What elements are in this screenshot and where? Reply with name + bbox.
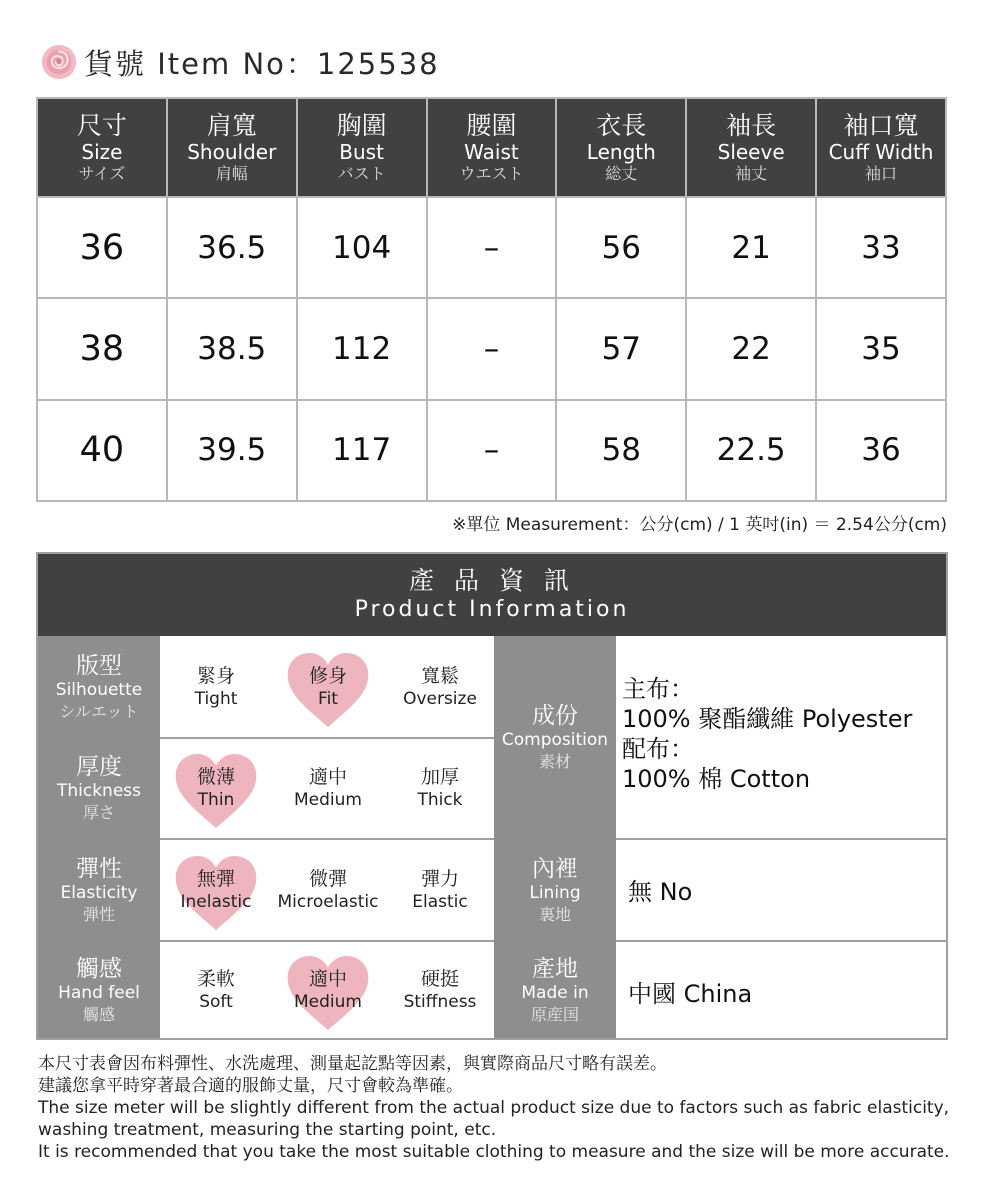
option-inelastic-selected: 無彈 Inelastic bbox=[160, 840, 272, 940]
composition-line: 100% 棉 Cotton bbox=[622, 765, 811, 793]
table-cell: – bbox=[427, 298, 557, 399]
col-header-sleeve: 袖長 Sleeve 袖丈 bbox=[686, 98, 816, 197]
label-lining: 內裡 Lining 裏地 bbox=[494, 838, 616, 942]
col-header-size: 尺寸 Size サイズ bbox=[37, 98, 167, 197]
rose-icon bbox=[40, 43, 78, 81]
item-title: 貨號 Item No：125538 bbox=[84, 46, 440, 81]
product-info-title-en: Product Information bbox=[354, 597, 630, 622]
options-elasticity bbox=[160, 840, 494, 940]
divider bbox=[160, 737, 494, 739]
table-row bbox=[37, 298, 946, 399]
option-soft: 柔軟 Soft bbox=[196, 967, 235, 1012]
item-header bbox=[40, 40, 440, 84]
table-cell: 117 bbox=[297, 400, 427, 501]
table-cell: 33 bbox=[816, 197, 946, 298]
table-cell: 21 bbox=[686, 197, 816, 298]
label-composition: 成份 Composition 素材 bbox=[494, 636, 616, 838]
table-cell: 36 bbox=[816, 400, 946, 501]
col-header-length: 衣長 Length 総丈 bbox=[556, 98, 686, 197]
col-header-cuff-width: 袖口寬 Cuff Width 袖口 bbox=[816, 98, 946, 197]
option-oversize: 寬鬆 Oversize bbox=[403, 664, 477, 709]
table-cell: 38 bbox=[37, 298, 167, 399]
lining-value: 無 No bbox=[628, 878, 693, 906]
composition-value bbox=[622, 674, 912, 794]
option-stiffness: 硬挺 Stiffness bbox=[403, 967, 477, 1012]
label-made-in: 產地 Made in 原産国 bbox=[494, 942, 616, 1038]
note-line: 建議您拿平時穿著最合適的服飾丈量，尺寸會較為準確。 bbox=[38, 1076, 463, 1096]
note-line: washing treatment, measuring the starting point, etc. bbox=[38, 1120, 497, 1140]
options-silhouette bbox=[160, 637, 494, 737]
option-thick: 加厚 Thick bbox=[417, 765, 463, 810]
table-cell: 39.5 bbox=[167, 400, 297, 501]
option-tight: 緊身 Tight bbox=[194, 664, 238, 709]
made-in-value: 中國 China bbox=[628, 980, 753, 1008]
table-cell: 56 bbox=[556, 197, 686, 298]
product-info-title-zh: 產 品 資 訊 bbox=[409, 566, 575, 595]
composition-line: 100% 聚酯纖維 Polyester bbox=[622, 705, 913, 733]
table-cell: 112 bbox=[297, 298, 427, 399]
table-cell: 36 bbox=[37, 197, 167, 298]
product-info-header bbox=[38, 554, 946, 636]
col-header-bust: 胸圍 Bust バスト bbox=[297, 98, 427, 197]
table-cell: 57 bbox=[556, 298, 686, 399]
label-hand-feel: 觸感 Hand feel 觸感 bbox=[38, 942, 160, 1038]
label-thickness: 厚度 Thickness 厚さ bbox=[38, 738, 160, 838]
table-cell: 58 bbox=[556, 400, 686, 501]
size-table-header-row bbox=[37, 98, 946, 197]
option-fit-selected: 修身 Fit bbox=[272, 637, 384, 737]
col-header-shoulder: 肩寬 Shoulder 肩幅 bbox=[167, 98, 297, 197]
table-cell: 35 bbox=[816, 298, 946, 399]
table-row bbox=[37, 197, 946, 298]
note-line: The size meter will be slightly different from the actual product size due to factors such as fabric elasticity, bbox=[38, 1098, 950, 1118]
product-info-panel bbox=[36, 552, 948, 1040]
unit-note: ※單位 Measurement：公分(cm) / 1 英吋(in) ＝ 2.54公分(cm) bbox=[452, 515, 947, 535]
options-hand-feel bbox=[160, 942, 494, 1038]
option-thin-selected: 微薄 Thin bbox=[160, 738, 272, 838]
col-header-waist: 腰圍 Waist ウエスト bbox=[427, 98, 557, 197]
composition-line: 主布： bbox=[622, 675, 694, 703]
options-thickness bbox=[160, 738, 494, 838]
option-medium-selected: 適中 Medium bbox=[272, 942, 384, 1038]
disclaimer-notes bbox=[38, 1053, 958, 1163]
table-cell: 38.5 bbox=[167, 298, 297, 399]
note-line: 本尺寸表會因布料彈性、水洗處理、測量起訖點等因素，與實際商品尺寸略有誤差。 bbox=[38, 1054, 667, 1074]
option-medium: 適中 Medium bbox=[294, 765, 362, 810]
table-cell: – bbox=[427, 400, 557, 501]
table-row bbox=[37, 400, 946, 501]
label-silhouette: 版型 Silhouette シルエット bbox=[38, 636, 160, 738]
size-table bbox=[36, 97, 947, 502]
note-line: It is recommended that you take the most suitable clothing to measure and the size will be more accurate. bbox=[38, 1142, 950, 1162]
option-microelastic: 微彈 Microelastic bbox=[277, 867, 379, 912]
composition-line: 配布： bbox=[622, 735, 694, 763]
label-elasticity: 彈性 Elasticity 弾性 bbox=[38, 838, 160, 942]
table-cell: 36.5 bbox=[167, 197, 297, 298]
table-cell: 40 bbox=[37, 400, 167, 501]
table-cell: 104 bbox=[297, 197, 427, 298]
table-cell: 22 bbox=[686, 298, 816, 399]
table-cell: – bbox=[427, 197, 557, 298]
option-elastic: 彈力 Elastic bbox=[412, 867, 468, 912]
table-cell: 22.5 bbox=[686, 400, 816, 501]
